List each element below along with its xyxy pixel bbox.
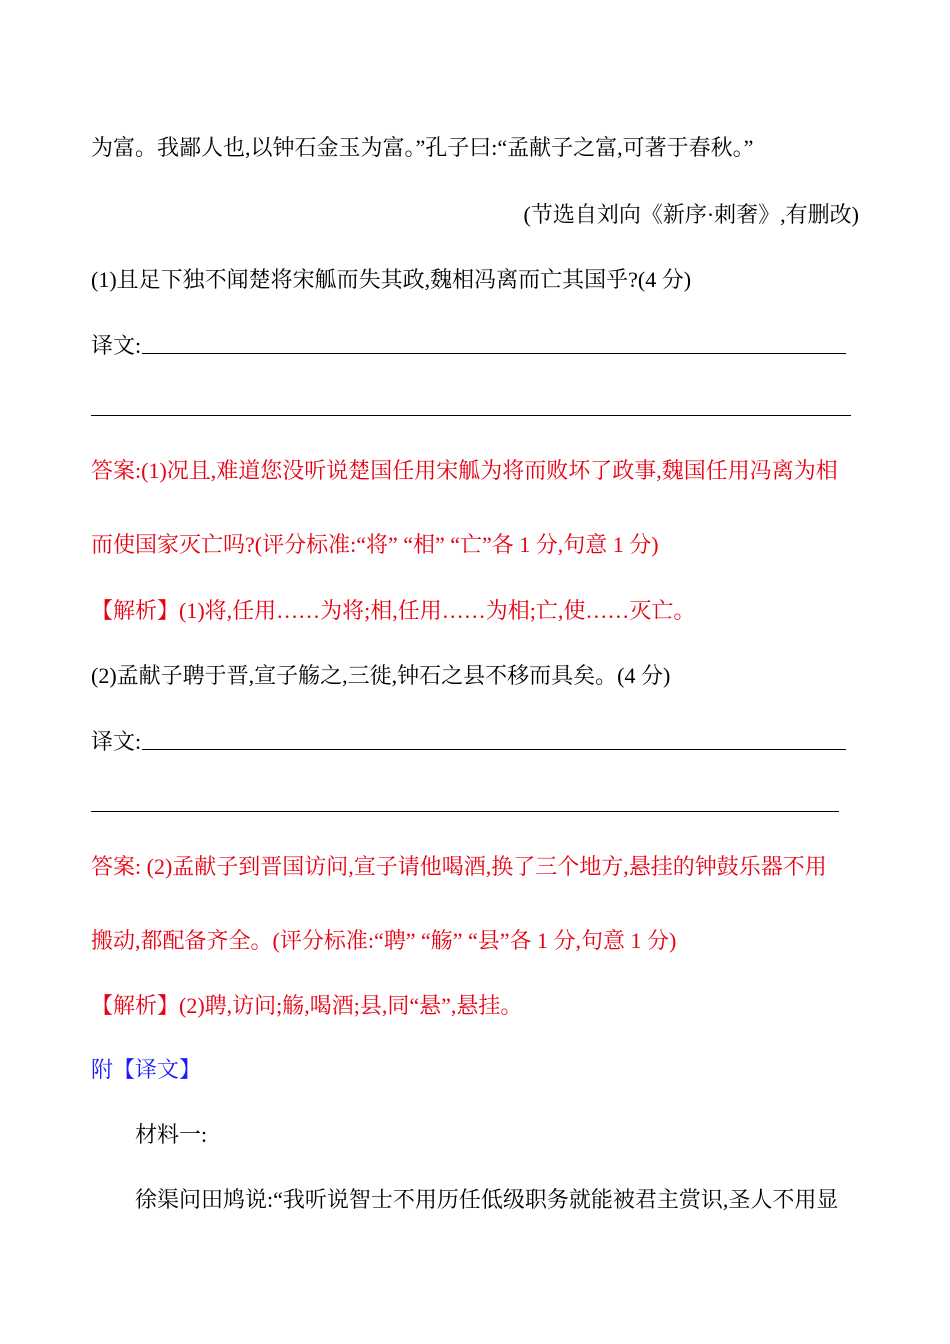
answer-1-line-1: 答案:(1)况且,难道您没听说楚国任用宋觚为将而败坏了政事,魏国任用冯离为相 xyxy=(91,458,838,483)
answer-blank-line xyxy=(91,811,839,812)
material-text-line: 徐渠问田鸠说:“我听说智士不用历任低级职务就能被君主赏识,圣人不用显 xyxy=(135,1187,839,1212)
answer-2-line-1: 答案: (2)孟献子到晋国访问,宣子请他喝酒,换了三个地方,悬挂的钟鼓乐器不用 xyxy=(91,854,827,879)
translation-label-2: 译文: xyxy=(91,729,142,754)
passage-text-line: 为富。我鄙人也,以钟石金玉为富。”孔子曰:“孟献子之富,可著于春秋。” xyxy=(91,135,754,160)
analysis-1: 【解析】(1)将,任用……为将;相,任用……为相;亡,使……灭亡。 xyxy=(91,598,696,623)
material-label: 材料一: xyxy=(135,1122,208,1147)
appendix-heading: 附【译文】 xyxy=(91,1057,202,1082)
question-1: (1)且足下独不闻楚将宋觚而失其政,魏相冯离而亡其国乎?(4 分) xyxy=(91,267,692,292)
answer-blank-line xyxy=(91,415,851,416)
analysis-2: 【解析】(2)聘,访问;觞,喝酒;县,同“悬”,悬挂。 xyxy=(91,993,523,1018)
answer-blank-line xyxy=(142,353,846,354)
question-2: (2)孟献子聘于晋,宣子觞之,三徙,钟石之县不移而具矣。(4 分) xyxy=(91,663,671,688)
answer-2-line-2: 搬动,都配备齐全。(评分标准:“聘” “觞” “县”各 1 分,句意 1 分) xyxy=(91,928,677,953)
answer-blank-line xyxy=(142,749,846,750)
answer-1-line-2: 而使国家灭亡吗?(评分标准:“将” “相” “亡”各 1 分,句意 1 分) xyxy=(91,532,659,557)
source-note: (节选自刘向《新序·刺奢》,有删改) xyxy=(523,202,859,227)
translation-label-1: 译文: xyxy=(91,333,142,358)
